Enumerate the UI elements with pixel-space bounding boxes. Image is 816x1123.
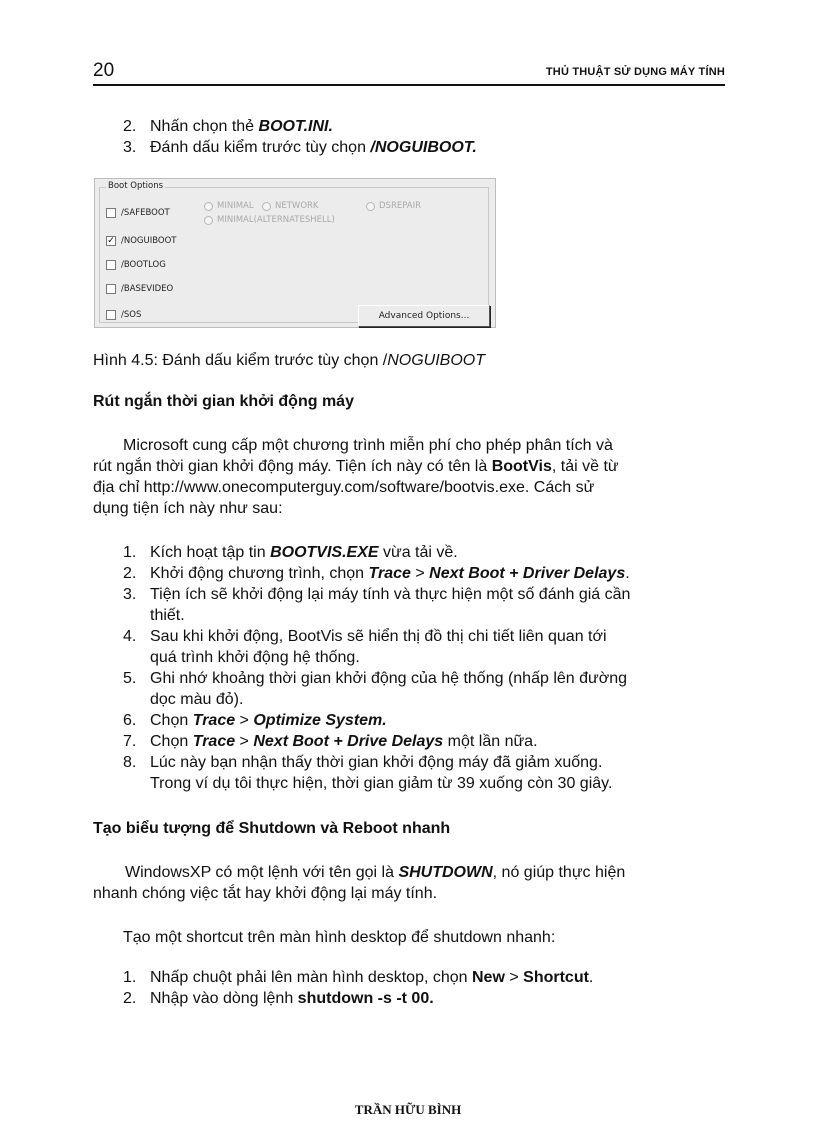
step-emphasis: Trace <box>192 733 236 750</box>
paragraph-line: dụng tiện ích này như sau: <box>93 500 283 517</box>
option-label: /SAFEBOOT <box>121 208 170 218</box>
step-text: . <box>429 990 434 1007</box>
radio-icon[interactable] <box>366 202 375 211</box>
list-item <box>93 710 733 731</box>
section-heading: Tạo biểu tượng để Shutdown và Reboot nhanh <box>93 820 451 837</box>
radio-network[interactable] <box>262 201 319 211</box>
step-text: quá trình khởi động hệ thống. <box>150 649 360 666</box>
step-text: Lúc này bạn nhận thấy thời gian khởi động máy đã giảm xuống. <box>150 754 603 771</box>
option-label: /BOOTLOG <box>121 260 166 270</box>
step-text: . <box>625 565 630 582</box>
text-bold: BootVis <box>491 458 552 475</box>
step-emphasis: /NOGUIBOOT. <box>370 139 477 156</box>
text: , tải về từ <box>551 458 619 475</box>
section-heading: Rút ngắn thời gian khởi động máy <box>93 393 354 410</box>
list-item <box>93 988 733 1009</box>
paragraph-line: nhanh chóng việc tắt hay khởi động lại máy tính. <box>93 885 438 902</box>
checkbox-unchecked-icon[interactable] <box>106 260 116 270</box>
section2-instruction: Tạo một shortcut trên màn hình desktop để shutdown nhanh: <box>123 929 556 946</box>
step-text: > <box>235 733 254 750</box>
radio-dsrepair[interactable] <box>366 201 421 211</box>
checkbox-unchecked-icon[interactable] <box>106 208 116 218</box>
text-emphasis: SHUTDOWN <box>398 864 493 881</box>
bootlog-option[interactable] <box>106 260 166 270</box>
step-number: 1. <box>123 544 137 561</box>
step-emphasis: Next Boot + Driver Delays <box>429 565 626 582</box>
list-item <box>93 563 733 584</box>
bootvis-steps <box>93 542 733 794</box>
step-text: Sau khi khởi động, BootVis sẽ hiển thị đồ thị chi tiết liên quan tới <box>150 628 607 645</box>
text: , nó giúp thực hiện <box>492 864 626 881</box>
step-text: vừa tải về. <box>378 544 458 561</box>
paragraph-line: Microsoft cung cấp một chương trình miễn phí cho phép phân tích và <box>123 437 613 454</box>
list-item <box>93 137 733 158</box>
step-text: Tiện ích sẽ khởi động lại máy tính và thực hiện một số đánh giá cần <box>150 586 631 603</box>
page-number: 20 <box>93 60 115 81</box>
running-title: THỦ THUẬT SỬ DỤNG MÁY TÍNH <box>545 66 725 78</box>
radio-icon[interactable] <box>262 202 271 211</box>
figure-caption <box>93 350 725 371</box>
step-text: dọc màu đỏ). <box>150 691 244 708</box>
step-number: 7. <box>123 733 137 750</box>
section1-paragraph <box>93 435 725 519</box>
list-item <box>93 668 733 710</box>
step-emphasis: Trace <box>368 565 411 582</box>
step-emphasis: New <box>472 969 505 986</box>
radio-icon[interactable] <box>204 216 213 225</box>
paragraph-line <box>93 862 725 883</box>
step-number: 2. <box>123 118 137 135</box>
safeboot-option[interactable] <box>106 208 170 218</box>
list-item <box>93 116 733 137</box>
boot-options-group <box>99 181 489 323</box>
paragraph-line: địa chỉ http://www.onecomputerguy.com/software/bootvis.exe. Cách sử <box>93 479 595 496</box>
intro-steps <box>93 116 733 158</box>
text: rút ngắn thời gian khởi động máy. Tiện ích này có tên là <box>93 458 492 475</box>
radio-label: MINIMAL <box>217 201 254 211</box>
step-text: một lần nữa. <box>443 733 538 750</box>
section2-paragraph <box>93 862 725 904</box>
step-emphasis: Next Boot + Drive Delays <box>253 733 444 750</box>
step-number: 3. <box>123 139 137 156</box>
step-text: Nhập vào dòng lệnh <box>150 990 298 1007</box>
text: WindowsXP có một lệnh với tên gọi là <box>125 864 399 881</box>
step-number: 4. <box>123 628 137 645</box>
checkbox-checked-icon[interactable]: ✓ <box>107 236 115 246</box>
radio-label: MINIMAL(ALTERNATESHELL) <box>217 215 335 225</box>
basevideo-option[interactable] <box>106 284 173 294</box>
radio-minimal-alternateshell[interactable] <box>204 215 335 225</box>
step-number: 2. <box>123 990 137 1007</box>
step-text: Khởi động chương trình, chọn <box>150 565 369 582</box>
boot-options-screenshot <box>94 178 496 328</box>
step-number: 2. <box>123 565 137 582</box>
step-text: Ghi nhớ khoảng thời gian khởi động của hệ thống (nhấp lên đường <box>150 670 628 687</box>
list-item <box>93 731 733 752</box>
step-emphasis: Optimize System. <box>253 712 387 729</box>
step-text: . <box>588 969 594 986</box>
list-item <box>93 584 733 626</box>
step-emphasis: Trace <box>192 712 236 729</box>
step-text: > <box>504 969 524 986</box>
radio-label: DSREPAIR <box>379 201 422 211</box>
step-text: Nhấn chọn thẻ <box>150 118 259 135</box>
step-emphasis: Shortcut <box>523 969 589 986</box>
step-emphasis: BOOTVIS.EXE <box>270 544 379 561</box>
page-header <box>93 60 725 86</box>
step-number: 6. <box>123 712 137 729</box>
step-number: 5. <box>123 670 137 687</box>
step-text: Nhấp chuột phải lên màn hình desktop, chọn <box>150 969 472 986</box>
step-number: 8. <box>123 754 137 771</box>
step-text: Đánh dấu kiểm trước tùy chọn <box>150 139 371 156</box>
radio-label: NETWORK <box>275 201 319 211</box>
shutdown-steps <box>93 967 733 1009</box>
step-emphasis: shutdown -s -t 00 <box>297 990 430 1007</box>
option-label: /SOS <box>121 310 142 320</box>
list-item <box>93 752 733 794</box>
list-item <box>93 967 733 988</box>
step-number: 1. <box>123 969 137 986</box>
caption-text: Hình 4.5: Đánh dấu kiểm trước tùy chọn / <box>93 352 388 369</box>
step-text: > <box>410 565 430 582</box>
step-emphasis: BOOT.INI. <box>258 118 333 135</box>
list-item <box>93 626 733 668</box>
option-label: /NOGUIBOOT <box>121 236 177 246</box>
radio-icon[interactable] <box>204 202 213 211</box>
caption-emphasis: NOGUIBOOT <box>387 352 486 369</box>
step-text: Kích hoạt tập tin <box>150 544 271 561</box>
sos-option[interactable] <box>106 310 141 320</box>
step-number: 3. <box>123 586 137 603</box>
step-text: > <box>235 712 254 729</box>
paragraph-line <box>93 456 725 477</box>
list-item <box>93 542 733 563</box>
group-legend: Boot Options <box>108 181 164 191</box>
step-text: Trong ví dụ tôi thực hiện, thời gian giảm từ 39 xuống còn 30 giây. <box>150 775 613 792</box>
page-footer: TRẦN HỮU BÌNH <box>354 1102 462 1117</box>
radio-minimal[interactable] <box>204 201 254 211</box>
step-text: Chọn <box>150 712 193 729</box>
checkbox-unchecked-icon[interactable] <box>106 284 116 294</box>
checkbox-unchecked-icon[interactable] <box>106 310 116 320</box>
advanced-options-button[interactable]: Advanced Options... <box>358 305 490 327</box>
step-text: thiết. <box>150 607 185 624</box>
step-text: Chọn <box>150 733 193 750</box>
option-label: /BASEVIDEO <box>121 284 174 294</box>
noguiboot-option[interactable] <box>106 236 176 246</box>
